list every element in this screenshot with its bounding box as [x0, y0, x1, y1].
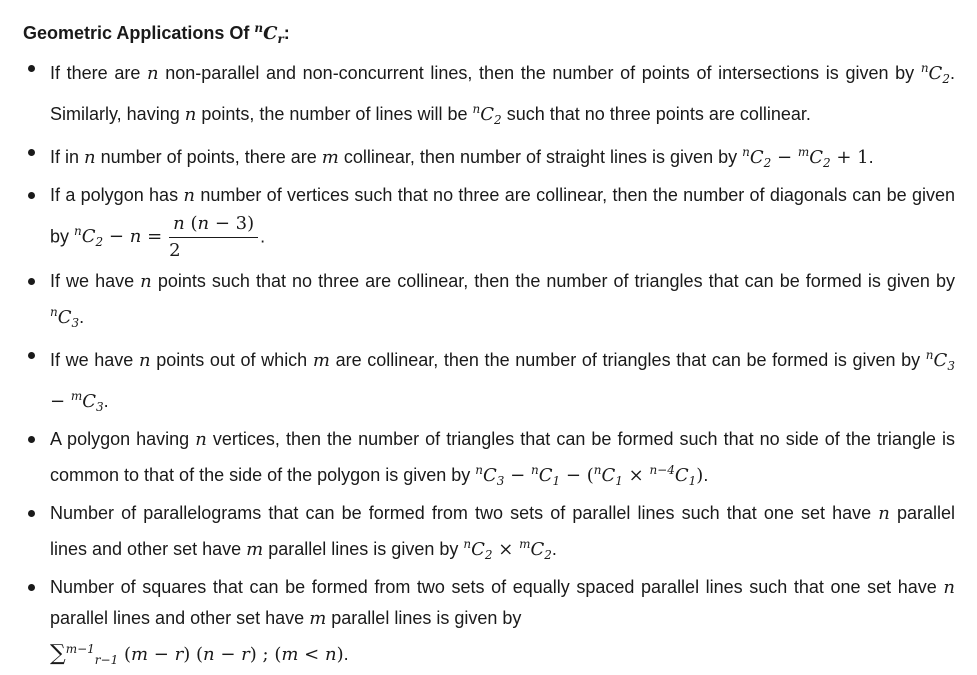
title-formula-ncr: $^nC_r$ [254, 21, 284, 46]
bullet-icon [28, 436, 35, 443]
math-m: m [246, 539, 264, 560]
bullet-icon [28, 65, 35, 72]
section-title-text: Geometric Applications Of [23, 23, 250, 43]
formula-nc3-minus-mc3: $^nC_3 - ^mC_3$ [50, 348, 955, 414]
bullet-icon [28, 510, 35, 517]
math-m: m [309, 608, 327, 629]
formula-triangles-no-common-side: $^nC_3 - ^nC_1 - (^nC_1 \times ^{n-4}C_1)$ [475, 463, 704, 488]
formula-nc2: $^nC_2$ [472, 102, 502, 127]
math-m: m [321, 147, 339, 168]
list-item: If a polygon has n number of vertices such that no three are collinear, then the number of diagonals can be given by $^nC_2 - n$ = $\frac{n (n - 3)}{2}$ . [23, 180, 955, 264]
list-item: Number of squares that can be formed from two sets of equally spaced parallel lines such that one set have n parallel lines and other set have m parallel lines is given by ∑$^{m-1}_{r-1}$ (m − r) (n − r) ; (m < n). [23, 572, 955, 675]
math-n: n [195, 429, 207, 450]
math-n: n [878, 503, 890, 524]
list-item: If in n number of points, there are m collinear, then number of straight lines is given by $^nC_2 - ^mC_2 + 1$. [23, 137, 955, 178]
list-item: If we have n points out of which m are collinear, then the number of triangles that can be formed is given by $^nC_3 - ^mC_3$. [23, 340, 955, 422]
formula-nc3: $^nC_3$ [50, 305, 80, 330]
formula-nc2-times-mc2: $^nC_2 \times ^mC_2$ [463, 537, 552, 562]
math-n: n [184, 104, 197, 125]
bullet-icon [28, 192, 35, 199]
formula-diagonals: $^nC_2 - n$ = [74, 224, 163, 250]
list-item: If we have n points such that no three are collinear, then the number of triangles that can be formed is given by $^nC_3$. [23, 266, 955, 338]
bullet-icon [28, 584, 35, 591]
section-title [23, 14, 955, 53]
bullet-icon [28, 278, 35, 285]
list-item: If there are n non-parallel and non-concurrent lines, then the number of points of intersections is given by $^nC_2$. Similarly, having n points, the number of lines will be $^nC_2$ such that no three points are collinear. [23, 53, 955, 135]
formula-nc2: $^nC_2$ [920, 61, 950, 86]
math-n: n [147, 63, 159, 84]
formula-squares-sum: ∑$^{m-1}_{r-1}$ (m − r) (n − r) ; (m < n) [50, 641, 344, 667]
math-n: n [943, 577, 955, 598]
formula-fraction: $\frac{n (n - 3)}{2}$ [169, 211, 258, 264]
list-item: A polygon having n vertices, then the number of triangles that can be formed such that no side of the triangle is common to that of the side of the polygon is given by $^nC_3 - ^nC_1 - (^nC_1 \times ^{n-4}C_1)$. [23, 424, 955, 496]
bullet-icon [28, 149, 35, 156]
math-m: m [312, 350, 330, 371]
section-title-colon: : [283, 23, 290, 43]
bullet-icon [28, 352, 35, 359]
formula-nc2-minus-mc2-plus-1: $^nC_2 - ^mC_2 + 1$ [742, 145, 869, 170]
math-n: n [140, 271, 152, 292]
math-n: n [84, 147, 96, 168]
math-n: n [183, 185, 195, 206]
bullet-list [23, 53, 955, 675]
math-n: n [138, 350, 151, 371]
list-item: Number of parallelograms that can be formed from two sets of parallel lines such that one set have n parallel lines and other set have m parallel lines is given by $^nC_2 \times ^mC_2$. [23, 498, 955, 570]
